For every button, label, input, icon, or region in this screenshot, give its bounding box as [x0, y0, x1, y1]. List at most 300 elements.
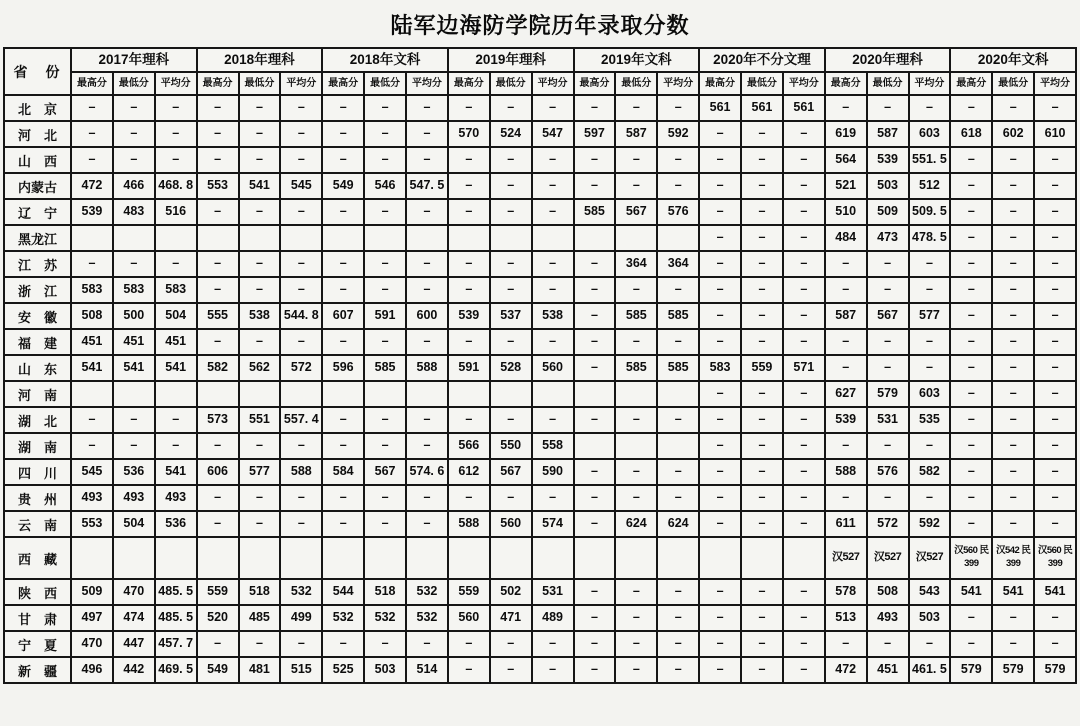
score-cell: –: [992, 605, 1034, 631]
score-cell: –: [364, 95, 406, 121]
score-cell: 512: [909, 173, 951, 199]
stat-header: 平均分: [657, 72, 699, 95]
score-cell: –: [699, 199, 741, 225]
score-cell: 576: [867, 459, 909, 485]
score-cell: –: [992, 147, 1034, 173]
score-cell: 485: [239, 605, 281, 631]
score-cell: 591: [448, 355, 490, 381]
score-cell: 561: [741, 95, 783, 121]
score-cell: –: [406, 95, 448, 121]
score-cell: 493: [71, 485, 113, 511]
score-cell: –: [448, 657, 490, 683]
score-cell: 590: [532, 459, 574, 485]
score-cell: –: [783, 459, 825, 485]
score-cell: 579: [1034, 657, 1076, 683]
score-cell: –: [322, 511, 364, 537]
score-cell: –: [657, 277, 699, 303]
score-cell: –: [406, 277, 448, 303]
score-cell: 555: [197, 303, 239, 329]
score-cell: –: [657, 329, 699, 355]
stat-header: 平均分: [406, 72, 448, 95]
score-cell: 549: [197, 657, 239, 683]
score-cell: 汉527: [867, 537, 909, 579]
score-cell: –: [239, 485, 281, 511]
score-cell: 513: [825, 605, 867, 631]
score-cell: [364, 225, 406, 251]
score-cell: [657, 225, 699, 251]
score-cell: –: [825, 251, 867, 277]
score-cell: 442: [113, 657, 155, 683]
score-cell: 582: [909, 459, 951, 485]
table-row: [4, 251, 1076, 277]
score-cell: 539: [867, 147, 909, 173]
stat-header: 最低分: [992, 72, 1034, 95]
score-cell: –: [699, 225, 741, 251]
score-cell: –: [615, 657, 657, 683]
score-cell: –: [1034, 147, 1076, 173]
score-cell: 567: [490, 459, 532, 485]
score-cell: –: [992, 381, 1034, 407]
score-cell: –: [280, 147, 322, 173]
score-cell: –: [364, 199, 406, 225]
score-cell: 541: [1034, 579, 1076, 605]
score-cell: –: [992, 631, 1034, 657]
score-cell: –: [1034, 199, 1076, 225]
score-cell: –: [615, 459, 657, 485]
score-cell: –: [950, 485, 992, 511]
score-cell: –: [1034, 485, 1076, 511]
score-cell: 496: [71, 657, 113, 683]
score-cell: –: [239, 95, 281, 121]
score-cell: –: [239, 433, 281, 459]
score-cell: –: [1034, 355, 1076, 381]
score-cell: –: [1034, 277, 1076, 303]
score-cell: –: [657, 459, 699, 485]
table-row: [4, 303, 1076, 329]
table-row: [4, 95, 1076, 121]
score-cell: [197, 537, 239, 579]
score-cell: –: [950, 95, 992, 121]
score-cell: –: [783, 631, 825, 657]
score-cell: –: [992, 433, 1034, 459]
score-cell: –: [574, 277, 616, 303]
score-cell: –: [909, 329, 951, 355]
score-cell: [280, 381, 322, 407]
table-row: [4, 381, 1076, 407]
score-cell: –: [741, 199, 783, 225]
score-cell: –: [574, 173, 616, 199]
score-cell: –: [280, 199, 322, 225]
score-cell: 624: [615, 511, 657, 537]
score-cell: 499: [280, 605, 322, 631]
score-cell: [364, 381, 406, 407]
score-cell: –: [657, 95, 699, 121]
score-cell: 560: [532, 355, 574, 381]
score-cell: 588: [825, 459, 867, 485]
score-cell: –: [490, 173, 532, 199]
score-cell: –: [783, 605, 825, 631]
score-cell: 364: [615, 251, 657, 277]
score-cell: [280, 537, 322, 579]
score-cell: –: [364, 121, 406, 147]
score-cell: 567: [615, 199, 657, 225]
score-cell: –: [741, 147, 783, 173]
score-cell: [490, 537, 532, 579]
score-cell: –: [71, 121, 113, 147]
score-cell: 579: [992, 657, 1034, 683]
score-cell: –: [448, 199, 490, 225]
score-cell: –: [574, 485, 616, 511]
score-cell: –: [71, 147, 113, 173]
score-cell: 485. 5: [155, 605, 197, 631]
score-cell: –: [574, 511, 616, 537]
score-cell: –: [71, 407, 113, 433]
score-cell: [574, 537, 616, 579]
province-label: 西 藏: [4, 537, 71, 579]
score-cell: –: [615, 277, 657, 303]
score-cell: –: [992, 303, 1034, 329]
score-cell: –: [155, 95, 197, 121]
score-cell: –: [364, 511, 406, 537]
score-cell: –: [699, 277, 741, 303]
score-cell: –: [867, 485, 909, 511]
score-cell: 592: [657, 121, 699, 147]
score-cell: 557. 4: [280, 407, 322, 433]
province-label: 辽 宁: [4, 199, 71, 225]
stat-header: 最高分: [197, 72, 239, 95]
year-group-header-row: [4, 48, 1076, 72]
score-cell: –: [783, 329, 825, 355]
year-group-header: 2020年文科: [950, 48, 1076, 72]
year-group-header: 2020年理科: [825, 48, 951, 72]
score-cell: 汉560 民399: [1034, 537, 1076, 579]
score-cell: –: [532, 199, 574, 225]
score-cell: 470: [71, 631, 113, 657]
score-cell: –: [783, 407, 825, 433]
score-cell: –: [699, 433, 741, 459]
score-cell: [783, 537, 825, 579]
score-cell: [490, 381, 532, 407]
score-cell: –: [1034, 173, 1076, 199]
score-cell: –: [909, 251, 951, 277]
score-cell: –: [909, 485, 951, 511]
score-cell: 508: [867, 579, 909, 605]
score-cell: –: [322, 407, 364, 433]
score-cell: –: [1034, 303, 1076, 329]
score-cell: [574, 381, 616, 407]
score-cell: –: [322, 199, 364, 225]
score-cell: 577: [239, 459, 281, 485]
score-cell: 532: [322, 605, 364, 631]
score-cell: –: [1034, 95, 1076, 121]
score-cell: 471: [490, 605, 532, 631]
score-cell: 541: [71, 355, 113, 381]
stat-header: 最高分: [71, 72, 113, 95]
score-cell: –: [364, 251, 406, 277]
province-label: 黑龙江: [4, 225, 71, 251]
stat-header: 平均分: [909, 72, 951, 95]
table-row: [4, 631, 1076, 657]
score-cell: 541: [155, 459, 197, 485]
province-label: 湖 北: [4, 407, 71, 433]
score-cell: 532: [280, 579, 322, 605]
score-cell: –: [741, 511, 783, 537]
score-cell: –: [992, 173, 1034, 199]
score-cell: –: [364, 329, 406, 355]
score-cell: –: [825, 485, 867, 511]
score-cell: 612: [448, 459, 490, 485]
province-label: 北 京: [4, 95, 71, 121]
score-cell: –: [741, 173, 783, 199]
score-cell: –: [950, 147, 992, 173]
score-cell: –: [322, 147, 364, 173]
table-row: [4, 579, 1076, 605]
score-cell: 588: [406, 355, 448, 381]
table-row: [4, 199, 1076, 225]
score-cell: 474: [113, 605, 155, 631]
table-row: [4, 537, 1076, 579]
score-cell: 553: [71, 511, 113, 537]
stat-header: 平均分: [280, 72, 322, 95]
score-cell: –: [741, 277, 783, 303]
score-cell: –: [406, 121, 448, 147]
score-cell: 584: [322, 459, 364, 485]
score-cell: [615, 381, 657, 407]
stat-header: 平均分: [1034, 72, 1076, 95]
score-cell: 509: [71, 579, 113, 605]
score-cell: 472: [71, 173, 113, 199]
score-cell: 532: [364, 605, 406, 631]
table-row: [4, 329, 1076, 355]
score-cell: 525: [322, 657, 364, 683]
score-cell: –: [406, 407, 448, 433]
score-cell: 606: [197, 459, 239, 485]
score-cell: 544: [322, 579, 364, 605]
stat-header: 平均分: [155, 72, 197, 95]
score-cell: –: [699, 459, 741, 485]
score-cell: 502: [490, 579, 532, 605]
score-cell: –: [615, 407, 657, 433]
score-cell: –: [490, 199, 532, 225]
score-cell: –: [532, 485, 574, 511]
score-cell: 520: [197, 605, 239, 631]
stat-header: 平均分: [783, 72, 825, 95]
score-cell: 536: [113, 459, 155, 485]
score-cell: –: [615, 147, 657, 173]
score-cell: –: [1034, 251, 1076, 277]
score-cell: 537: [490, 303, 532, 329]
score-cell: [532, 225, 574, 251]
score-cell: –: [490, 329, 532, 355]
province-label: 江 苏: [4, 251, 71, 277]
score-cell: –: [867, 329, 909, 355]
score-cell: –: [783, 251, 825, 277]
score-cell: 564: [825, 147, 867, 173]
score-cell: –: [490, 407, 532, 433]
score-cell: 585: [657, 303, 699, 329]
score-cell: 528: [490, 355, 532, 381]
score-cell: –: [825, 355, 867, 381]
score-cell: –: [741, 225, 783, 251]
stat-header: 最高分: [950, 72, 992, 95]
score-cell: [155, 537, 197, 579]
score-cell: –: [532, 329, 574, 355]
score-cell: –: [783, 225, 825, 251]
score-cell: 509. 5: [909, 199, 951, 225]
score-cell: 547: [532, 121, 574, 147]
score-cell: –: [322, 121, 364, 147]
score-cell: –: [490, 631, 532, 657]
score-cell: 538: [239, 303, 281, 329]
score-cell: 571: [783, 355, 825, 381]
province-label: 山 东: [4, 355, 71, 381]
score-cell: 545: [71, 459, 113, 485]
score-cell: –: [448, 329, 490, 355]
score-cell: –: [490, 251, 532, 277]
score-cell: [280, 225, 322, 251]
score-cell: –: [239, 631, 281, 657]
year-group-header: 2019年文科: [574, 48, 700, 72]
score-cell: 466: [113, 173, 155, 199]
score-cell: –: [699, 485, 741, 511]
score-cell: 553: [197, 173, 239, 199]
score-cell: 583: [699, 355, 741, 381]
province-label: 湖 南: [4, 433, 71, 459]
score-cell: –: [699, 147, 741, 173]
score-cell: –: [699, 173, 741, 199]
score-cell: [71, 537, 113, 579]
score-cell: 509: [867, 199, 909, 225]
score-cell: –: [322, 433, 364, 459]
score-cell: –: [280, 251, 322, 277]
score-cell: –: [867, 251, 909, 277]
score-cell: –: [448, 631, 490, 657]
score-cell: –: [741, 579, 783, 605]
score-cell: 510: [825, 199, 867, 225]
score-cell: –: [950, 605, 992, 631]
score-cell: 587: [825, 303, 867, 329]
score-cell: 559: [197, 579, 239, 605]
score-cell: 485. 5: [155, 579, 197, 605]
score-cell: 500: [113, 303, 155, 329]
score-cell: –: [155, 147, 197, 173]
score-cell: –: [197, 329, 239, 355]
score-cell: –: [909, 433, 951, 459]
score-cell: –: [950, 459, 992, 485]
score-cell: 539: [71, 199, 113, 225]
score-cell: –: [197, 485, 239, 511]
score-cell: –: [197, 631, 239, 657]
province-label: 甘 肃: [4, 605, 71, 631]
score-cell: 610: [1034, 121, 1076, 147]
score-cell: –: [574, 251, 616, 277]
score-cell: 549: [322, 173, 364, 199]
score-cell: –: [741, 459, 783, 485]
province-label: 新 疆: [4, 657, 71, 683]
score-cell: –: [532, 147, 574, 173]
score-cell: 532: [406, 579, 448, 605]
score-cell: –: [909, 355, 951, 381]
score-cell: 567: [364, 459, 406, 485]
score-cell: –: [574, 147, 616, 173]
score-cell: –: [615, 631, 657, 657]
score-cell: 539: [448, 303, 490, 329]
score-cell: –: [657, 631, 699, 657]
score-cell: –: [741, 433, 783, 459]
score-cell: 493: [867, 605, 909, 631]
province-label: 内蒙古: [4, 173, 71, 199]
score-cell: –: [280, 485, 322, 511]
score-cell: –: [239, 251, 281, 277]
score-cell: –: [574, 459, 616, 485]
score-cell: [406, 537, 448, 579]
table-row: [4, 605, 1076, 631]
score-cell: 587: [867, 121, 909, 147]
score-cell: –: [950, 277, 992, 303]
score-cell: –: [783, 579, 825, 605]
stat-header: 平均分: [532, 72, 574, 95]
province-label: 浙 江: [4, 277, 71, 303]
score-cell: –: [783, 657, 825, 683]
score-cell: –: [280, 511, 322, 537]
score-cell: [615, 433, 657, 459]
score-cell: 618: [950, 121, 992, 147]
score-cell: [155, 225, 197, 251]
score-cell: –: [657, 657, 699, 683]
score-cell: –: [448, 277, 490, 303]
score-cell: 574. 6: [406, 459, 448, 485]
score-cell: [322, 225, 364, 251]
score-cell: 579: [867, 381, 909, 407]
score-cell: –: [657, 485, 699, 511]
score-cell: [490, 225, 532, 251]
score-cell: –: [490, 95, 532, 121]
table-row: [4, 277, 1076, 303]
score-cell: 624: [657, 511, 699, 537]
stat-header: 最低分: [113, 72, 155, 95]
score-cell: –: [197, 95, 239, 121]
score-cell: 473: [867, 225, 909, 251]
score-cell: –: [657, 147, 699, 173]
score-cell: –: [1034, 605, 1076, 631]
score-cell: 541: [113, 355, 155, 381]
score-cell: 559: [741, 355, 783, 381]
year-group-header: 2018年理科: [197, 48, 323, 72]
score-cell: 539: [825, 407, 867, 433]
score-cell: –: [490, 277, 532, 303]
score-cell: –: [867, 95, 909, 121]
score-cell: –: [950, 329, 992, 355]
score-cell: –: [783, 303, 825, 329]
score-cell: –: [950, 251, 992, 277]
score-cell: –: [532, 277, 574, 303]
score-cell: –: [322, 277, 364, 303]
stat-header: 最高分: [574, 72, 616, 95]
score-cell: –: [364, 277, 406, 303]
score-cell: –: [406, 485, 448, 511]
score-cell: –: [741, 485, 783, 511]
score-cell: 596: [322, 355, 364, 381]
score-cell: 541: [155, 355, 197, 381]
score-cell: –: [239, 277, 281, 303]
score-cell: –: [950, 511, 992, 537]
table-row: [4, 225, 1076, 251]
score-cell: 535: [909, 407, 951, 433]
score-cell: –: [322, 485, 364, 511]
table-row: [4, 147, 1076, 173]
score-cell: 521: [825, 173, 867, 199]
score-cell: –: [783, 485, 825, 511]
